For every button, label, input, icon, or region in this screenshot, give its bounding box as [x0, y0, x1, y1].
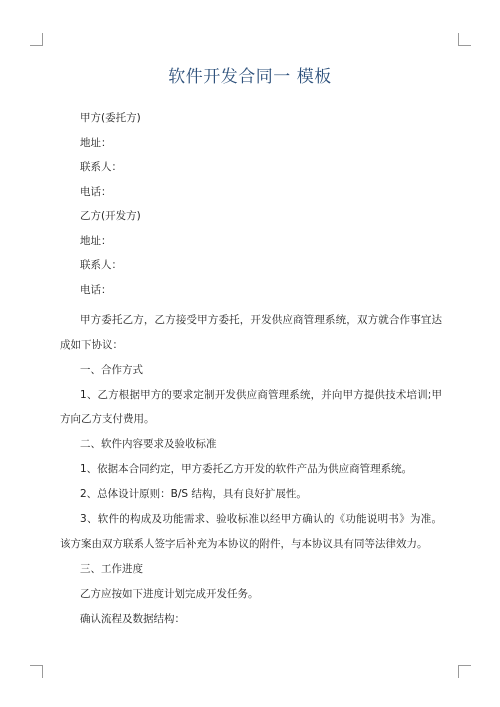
section-1-item-1: 1、乙方根据甲方的要求定制开发供应商管理系统，并向甲方提供技术培训;甲方向乙方支付费用。 [60, 388, 442, 425]
section-3-item-1: 乙方应按如下进度计划完成开发任务。 [80, 587, 259, 600]
section-2-item-3: 3、软件的构成及功能需求、验收标准以经甲方确认的《功能说明书》为准。该方案由双方联系人签字后补充为本协议的附件，与本协议具有同等法律效力。 [60, 513, 442, 550]
section-2-item-1: 1、依据本合同约定，甲方委托乙方开发的软件产品为供应商管理系统。 [80, 463, 413, 475]
party-a-contact-label: 联系人： [80, 161, 122, 173]
crop-mark-top-right [458, 33, 471, 46]
section-3-heading: 三、工作进度 [80, 562, 143, 575]
section-1-heading: 一、合作方式 [80, 363, 143, 376]
party-a-address-label: 地址： [80, 136, 112, 149]
crop-mark-top-left [30, 33, 43, 46]
crop-mark-bottom-right [458, 665, 471, 678]
party-b-address-label: 地址： [80, 234, 112, 247]
party-a-heading: 甲方(委托方) [80, 112, 141, 124]
intro-paragraph: 甲方委托乙方，乙方接受甲方委托，开发供应商管理系统，双方就合作事宜达成如下协议： [60, 314, 442, 351]
party-b-phone-label: 电话： [80, 283, 112, 296]
document-title: 软件开发合同一 模板 [168, 67, 332, 87]
party-b-heading: 乙方(开发方) [80, 210, 141, 222]
party-b-contact-label: 联系人： [80, 259, 122, 271]
section-2-item-2: 2、总体设计原则：B/S 结构，具有良好扩展性。 [80, 488, 307, 500]
party-a-phone-label: 电话： [80, 185, 112, 198]
section-2-heading: 二、软件内容要求及验收标准 [80, 438, 217, 450]
document-body [60, 112, 442, 632]
section-3-item-2: 确认流程及数据结构： [80, 612, 185, 625]
crop-mark-bottom-left [30, 665, 43, 678]
